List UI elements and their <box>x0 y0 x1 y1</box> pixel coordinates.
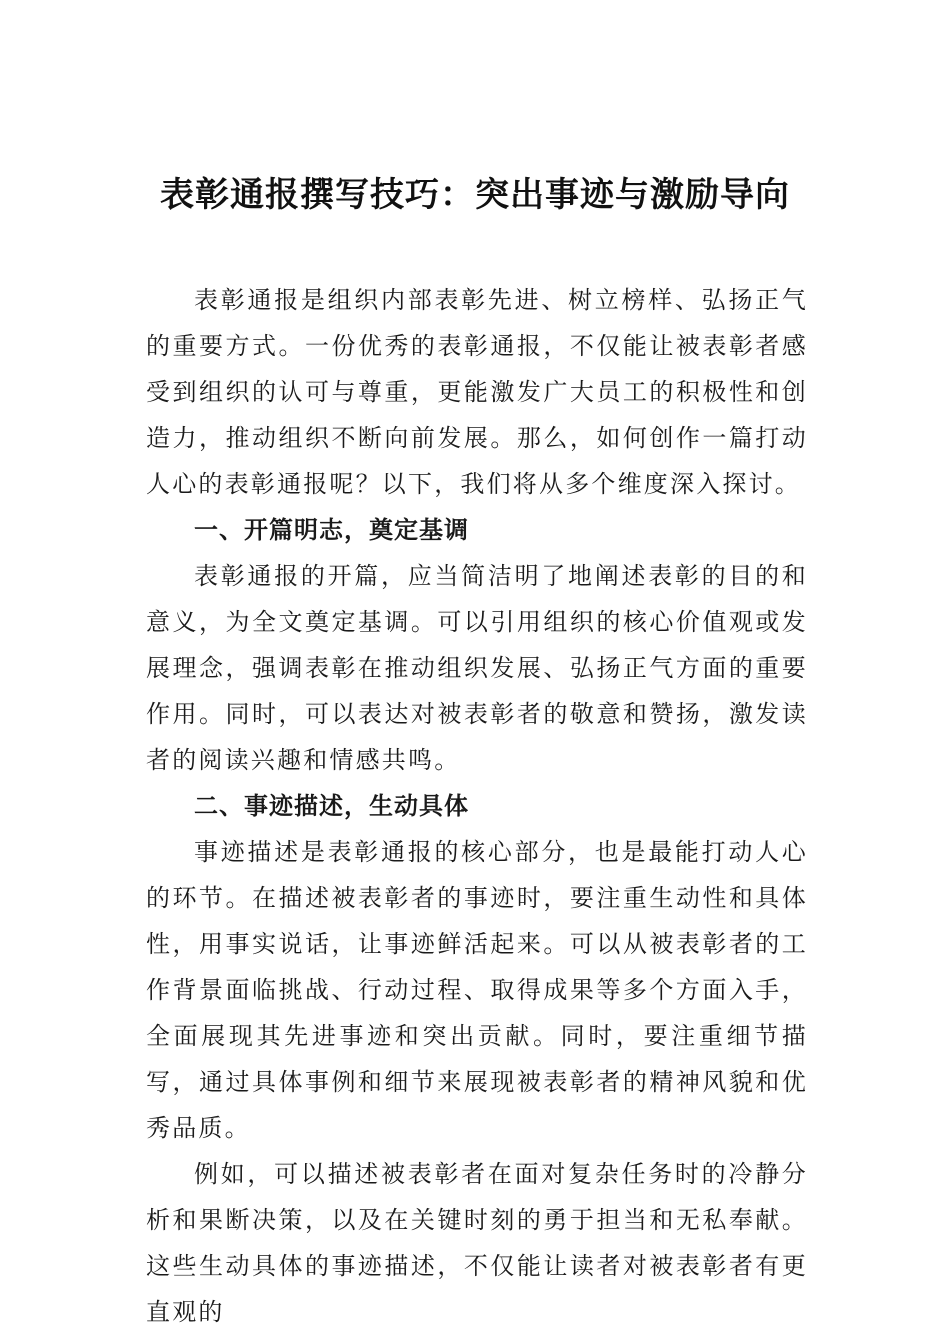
section-heading-1: 一、开篇明志，奠定基调 <box>194 516 469 544</box>
section-2-paragraph-2: 例如，可以描述被表彰者在面对复杂任务时的冷静分析和果断决策，以及在关键时刻的勇于担当和无私奉献。这些生动具体的事迹描述，不仅能让读者对被表彰者有更直观的 <box>146 1160 808 1326</box>
document-body <box>146 277 808 1335</box>
section-2-paragraph-1: 事迹描述是表彰通报的核心部分，也是最能打动人心的环节。在描述被表彰者的事迹时，要注重生动性和具体性，用事实说话，让事迹鲜活起来。可以从被表彰者的工作背景面临挑战、行动过程、取得成果等多个方面入手，全面展现其先进事迹和突出贡献。同时，要注重细节描写，通过具体事例和细节来展现被表彰者的精神风貌和优秀品质。 <box>146 838 808 1142</box>
section-1-paragraph: 表彰通报的开篇，应当简洁明了地阐述表彰的目的和意义，为全文奠定基调。可以引用组织的核心价值观或发展理念，强调表彰在推动组织发展、弘扬正气方面的重要作用。同时，可以表达对被表彰者的敬意和赞扬，激发读者的阅读兴趣和情感共鸣。 <box>146 562 808 774</box>
document-title: 表彰通报撰写技巧：突出事迹与激励导向 <box>160 175 790 215</box>
section-heading-2: 二、事迹描述，生动具体 <box>194 792 469 820</box>
intro-paragraph: 表彰通报是组织内部表彰先进、树立榜样、弘扬正气的重要方式。一份优秀的表彰通报，不仅能让被表彰者感受到组织的认可与尊重，更能激发广大员工的积极性和创造力，推动组织不断向前发展。那么，如何创作一篇打动人心的表彰通报呢？以下，我们将从多个维度深入探讨。 <box>146 286 808 498</box>
